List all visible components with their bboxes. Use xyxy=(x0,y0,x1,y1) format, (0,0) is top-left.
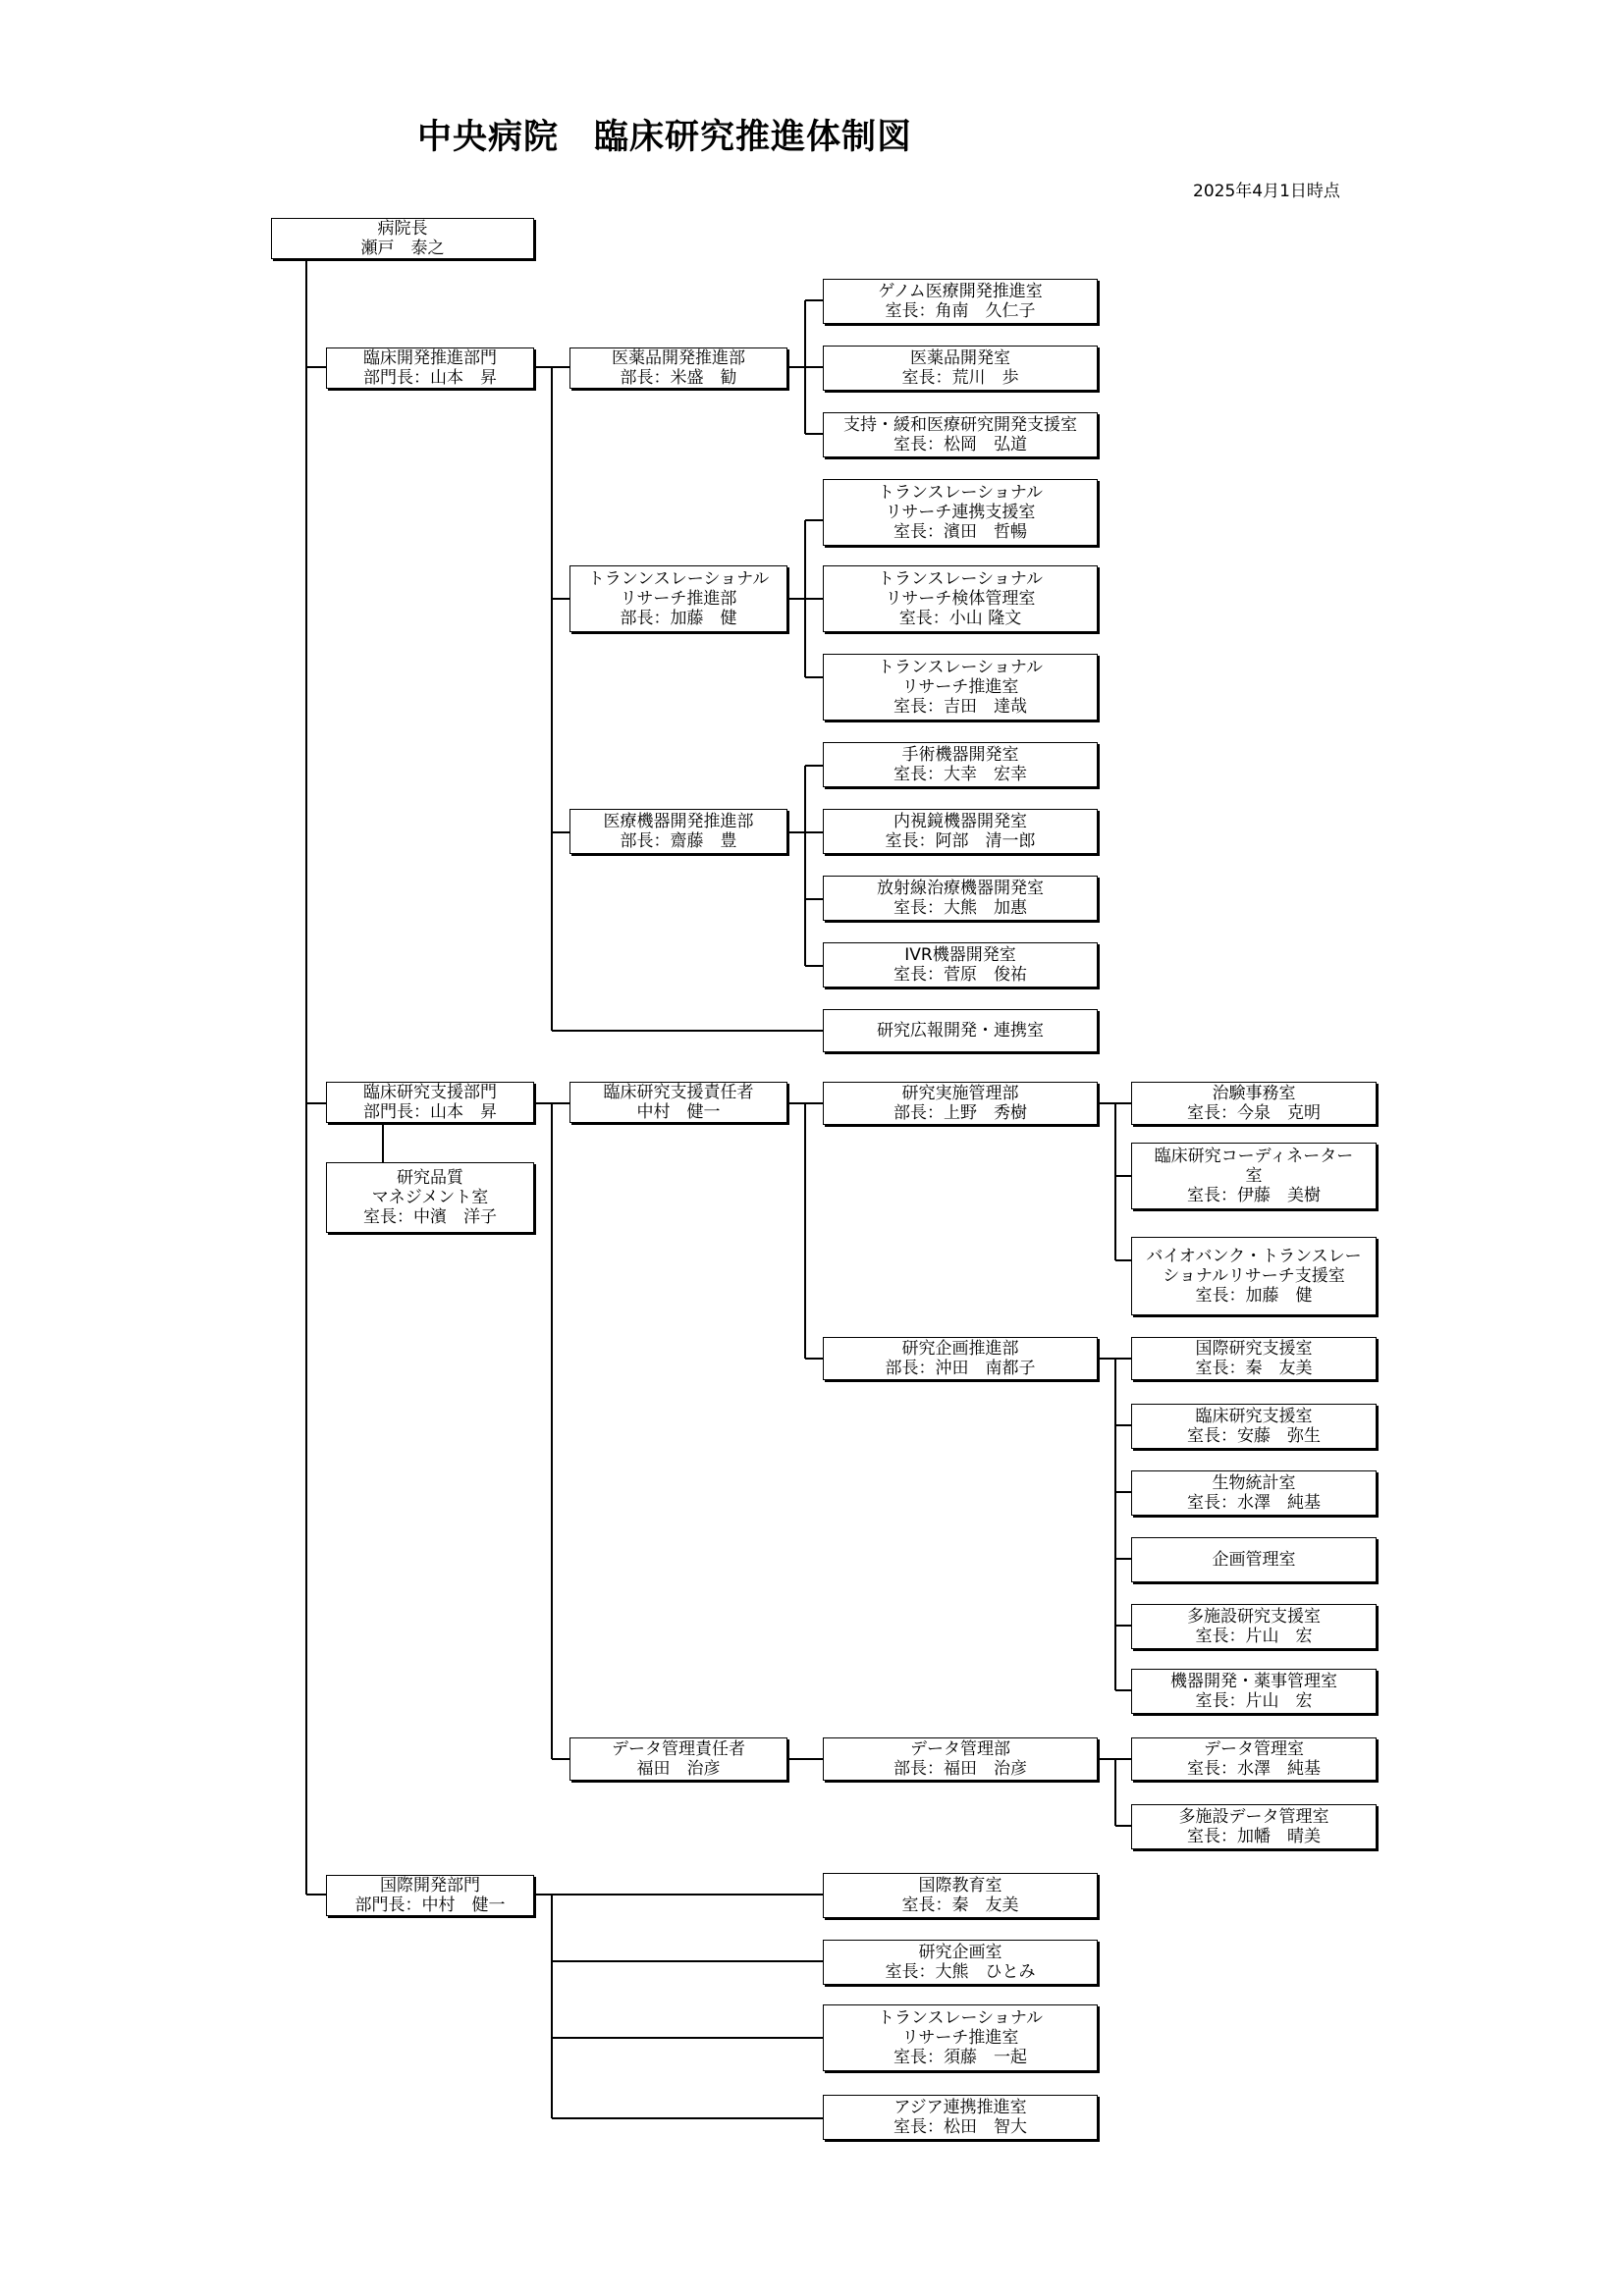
clin-support-room-head: 室長：安藤 弥生 xyxy=(1187,1426,1321,1446)
exec-dept-box xyxy=(823,1082,1098,1125)
tr-specimen-room-box xyxy=(823,565,1098,632)
intl-support-room-name: 国際研究支援室 xyxy=(1195,1339,1313,1359)
asia-room-name: アジア連携推進室 xyxy=(893,2098,1027,2117)
device-dept-name: 医療機器開発推進部 xyxy=(603,812,754,831)
endoscope-room-box xyxy=(823,809,1098,854)
tr-liaison-line1: トランスレーショナル xyxy=(878,483,1043,503)
intl-tr-promo-line2: リサーチ推進室 xyxy=(901,2028,1019,2048)
data-responsible-head: 福田 治彦 xyxy=(636,1759,721,1779)
research-plan-room-box xyxy=(823,1940,1098,1985)
regulatory-room-head: 室長：片山 宏 xyxy=(1195,1691,1313,1711)
tr-promo-head: 室長：吉田 達哉 xyxy=(893,697,1027,717)
tr-dept-box xyxy=(569,565,787,632)
intl-education-room-box xyxy=(823,1873,1098,1918)
data-room-name: データ管理室 xyxy=(1204,1739,1304,1759)
device-dept-head: 部長：齋藤 豊 xyxy=(620,831,737,851)
crc-room-box xyxy=(1131,1143,1377,1209)
endoscope-room-head: 室長：阿部 清一郎 xyxy=(885,831,1036,851)
intl-tr-promo-room-box xyxy=(823,2004,1098,2071)
plan-mgmt-room-box xyxy=(1131,1537,1377,1582)
palliative-room-name: 支持・緩和医療研究開発支援室 xyxy=(843,415,1077,435)
qm-room-head: 室長：中濱 洋子 xyxy=(363,1207,497,1227)
director-box xyxy=(271,218,534,259)
pr-room-name: 研究広報開発・連携室 xyxy=(877,1021,1044,1041)
genome-room-head: 室長：角南 久仁子 xyxy=(885,301,1036,321)
regulatory-room-name: 機器開発・薬事管理室 xyxy=(1170,1672,1337,1691)
crc-room-line1: 臨床研究コーディネーター xyxy=(1154,1147,1354,1166)
tr-liaison-room-box xyxy=(823,479,1098,546)
drug-room-box xyxy=(823,346,1098,391)
asia-room-box xyxy=(823,2095,1098,2140)
intl-tr-promo-line1: トランスレーショナル xyxy=(878,2008,1043,2028)
asia-room-head: 室長：松田 智大 xyxy=(893,2117,1027,2137)
data-dept-box xyxy=(823,1737,1098,1781)
tr-dept-head: 部長：加藤 健 xyxy=(620,609,737,628)
tr-dept-line2: リサーチ推進部 xyxy=(620,589,737,609)
as-of-date: 2025年4月1日時点 xyxy=(1193,182,1340,201)
tr-dept-line1: トランンスレーショナル xyxy=(587,569,770,589)
biobank-room-box xyxy=(1131,1237,1377,1315)
support-responsible-name: 臨床研究支援責任者 xyxy=(603,1083,754,1102)
intl-support-room-head: 室長：秦 友美 xyxy=(1195,1359,1313,1378)
biobank-room-line2: ショナルリサーチ支援室 xyxy=(1163,1266,1345,1286)
intl-division-box xyxy=(326,1875,534,1916)
multi-support-room-name: 多施設研究支援室 xyxy=(1187,1607,1321,1627)
intl-tr-promo-head: 室長：須藤 一起 xyxy=(893,2048,1027,2067)
surgical-room-name: 手術機器開発室 xyxy=(901,745,1019,765)
exec-dept-name: 研究実施管理部 xyxy=(901,1084,1019,1103)
intl-support-room-box xyxy=(1131,1337,1377,1380)
data-room-box xyxy=(1131,1737,1377,1781)
palliative-room-head: 室長：松岡 弘道 xyxy=(893,435,1027,454)
qm-room-line1: 研究品質 xyxy=(397,1168,463,1188)
multi-data-room-box xyxy=(1131,1804,1377,1849)
qm-room-box xyxy=(326,1162,534,1233)
drug-room-name: 医薬品開発室 xyxy=(910,348,1010,368)
page-title: 中央病院 臨床研究推進体制図 xyxy=(417,118,913,157)
ivr-room-box xyxy=(823,942,1098,988)
dev-division-name: 臨床開発推進部門 xyxy=(363,348,497,368)
genome-room-box xyxy=(823,279,1098,324)
intl-division-name: 国際開発部門 xyxy=(380,1876,480,1896)
surgical-room-box xyxy=(823,742,1098,787)
director-role: 病院長 xyxy=(377,219,428,239)
biostat-room-name: 生物統計室 xyxy=(1212,1473,1296,1493)
palliative-room-box xyxy=(823,412,1098,457)
tr-liaison-line2: リサーチ連携支援室 xyxy=(885,503,1036,522)
biobank-room-line1: バイオバンク・トランスレー xyxy=(1146,1247,1362,1266)
planning-dept-name: 研究企画推進部 xyxy=(901,1339,1019,1359)
endoscope-room-name: 内視鏡機器開発室 xyxy=(893,812,1027,831)
support-division-name: 臨床研究支援部門 xyxy=(363,1083,497,1102)
device-dept-box xyxy=(569,809,787,854)
regulatory-room-box xyxy=(1131,1669,1377,1714)
tr-specimen-line1: トランスレーショナル xyxy=(878,569,1043,589)
genome-room-name: ゲノム医療開発推進室 xyxy=(878,282,1043,301)
support-responsible-head: 中村 健一 xyxy=(636,1102,721,1122)
radiation-room-name: 放射線治療機器開発室 xyxy=(877,879,1044,898)
pr-room-box xyxy=(823,1009,1098,1052)
support-division-box xyxy=(326,1082,534,1123)
surgical-room-head: 室長：大幸 宏幸 xyxy=(893,765,1027,784)
biobank-room-head: 室長：加藤 健 xyxy=(1195,1286,1313,1306)
ivr-room-name: IVR機器開発室 xyxy=(904,945,1016,965)
ivr-room-head: 室長：菅原 俊祐 xyxy=(893,965,1027,985)
crc-room-head: 室長：伊藤 美樹 xyxy=(1187,1186,1321,1205)
multi-support-room-head: 室長：片山 宏 xyxy=(1195,1627,1313,1646)
drug-room-head: 室長：荒川 歩 xyxy=(901,368,1019,388)
clin-support-room-box xyxy=(1131,1404,1377,1449)
data-responsible-box xyxy=(569,1737,787,1781)
planning-dept-head: 部長：沖田 南都子 xyxy=(885,1359,1036,1378)
research-plan-room-head: 室長：大熊 ひとみ xyxy=(885,1962,1036,1982)
biostat-room-head: 室長：水澤 純基 xyxy=(1187,1493,1321,1513)
exec-dept-head: 部長：上野 秀樹 xyxy=(893,1103,1027,1123)
crc-room-line2: 室 xyxy=(1245,1166,1263,1186)
trial-office-box xyxy=(1131,1082,1377,1125)
dev-division-head: 部門長：山本 昇 xyxy=(363,368,497,388)
support-responsible-box xyxy=(569,1082,787,1123)
intl-education-room-head: 室長：秦 友美 xyxy=(901,1896,1019,1915)
tr-specimen-line2: リサーチ検体管理室 xyxy=(885,589,1036,609)
planning-dept-box xyxy=(823,1337,1098,1380)
drug-dept-box xyxy=(569,347,787,389)
radiation-room-head: 室長：大熊 加惠 xyxy=(893,898,1027,918)
tr-specimen-head: 室長：小山 隆文 xyxy=(898,609,1022,628)
qm-room-line2: マネジメント室 xyxy=(371,1188,489,1207)
multi-support-room-box xyxy=(1131,1604,1377,1649)
dev-division-box xyxy=(326,347,534,389)
plan-mgmt-room-name: 企画管理室 xyxy=(1212,1550,1296,1570)
trial-office-name: 治験事務室 xyxy=(1212,1084,1296,1103)
multi-data-room-name: 多施設データ管理室 xyxy=(1178,1807,1329,1827)
director-name: 瀬戸 泰之 xyxy=(360,239,445,258)
support-division-head: 部門長：山本 昇 xyxy=(363,1102,497,1122)
data-responsible-name: データ管理責任者 xyxy=(612,1739,745,1759)
data-room-head: 室長：水澤 純基 xyxy=(1187,1759,1321,1779)
radiation-room-box xyxy=(823,876,1098,921)
clin-support-room-name: 臨床研究支援室 xyxy=(1195,1407,1313,1426)
drug-dept-head: 部長：米盛 勧 xyxy=(620,368,737,388)
tr-promo-line1: トランスレーショナル xyxy=(878,658,1043,677)
intl-division-head: 部門長：中村 健一 xyxy=(354,1896,506,1915)
research-plan-room-name: 研究企画室 xyxy=(918,1943,1002,1962)
data-dept-head: 部長：福田 治彦 xyxy=(893,1759,1027,1779)
tr-liaison-head: 室長：濱田 哲暢 xyxy=(893,522,1027,542)
biostat-room-box xyxy=(1131,1470,1377,1516)
tr-promo-line2: リサーチ推進室 xyxy=(901,677,1019,697)
trial-office-head: 室長：今泉 克明 xyxy=(1187,1103,1321,1123)
drug-dept-name: 医薬品開発推進部 xyxy=(612,348,745,368)
intl-education-room-name: 国際教育室 xyxy=(918,1876,1002,1896)
data-dept-name: データ管理部 xyxy=(910,1739,1010,1759)
tr-promo-room-box xyxy=(823,654,1098,721)
multi-data-room-head: 室長：加幡 晴美 xyxy=(1187,1827,1321,1846)
